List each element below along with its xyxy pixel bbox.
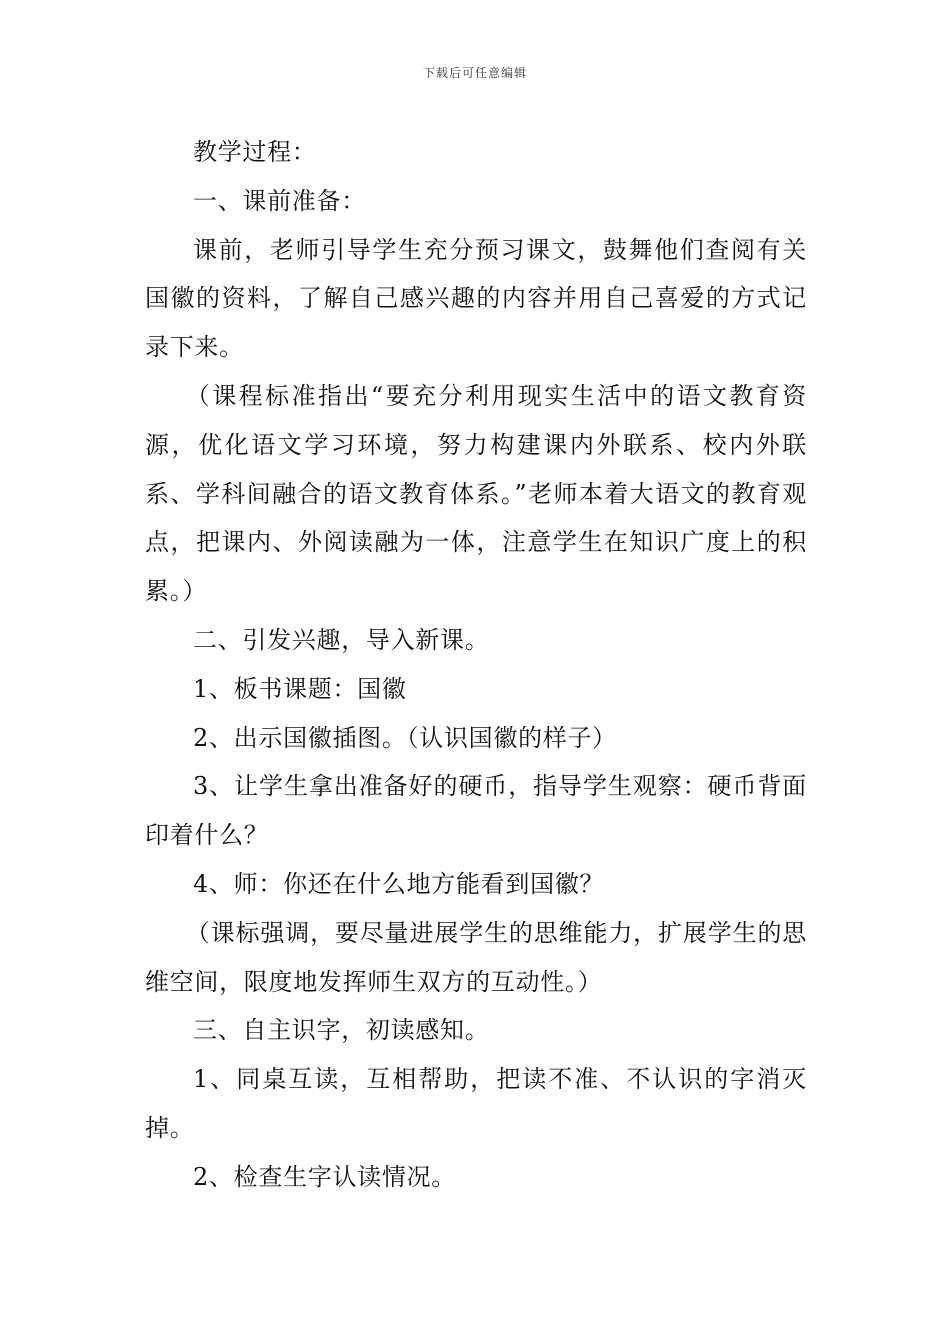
paragraph-preparation: 课前，老师引导学生充分预习课文，鼓舞他们查阅有关国徽的资料，了解自己感兴趣的内容并用自己喜爱的方式记录下来。 [145, 235, 807, 362]
list-item-2: 2、出示国徽插图。（认识国徽的样子） [193, 723, 617, 752]
page-header: 下载后可任意编辑 [422, 66, 527, 80]
list-item-6: 2、检查生字认读情况。 [193, 1162, 456, 1191]
list-item-5: 1、同桌互读，互相帮助，把读不准、不认识的字消灭掉。 [145, 1065, 807, 1142]
paragraph-curriculum-note: （课标强调，要尽量进展学生的思维能力，扩展学生的思维空间，限度地发挥师生双方的互动性。） [145, 918, 807, 996]
section-heading-literacy: 三、自主识字，初读感知。 [193, 1016, 490, 1045]
list-item-4: 4、师：你还在什么地方能看到国徽？ [193, 869, 605, 898]
document-body [145, 128, 807, 1202]
list-item-1: 1、板书课题：国徽 [193, 674, 407, 703]
section-heading-interest: 二、引发兴趣，导入新课。 [193, 625, 490, 654]
section-heading-process: 教学过程： [193, 138, 317, 166]
section-heading-preparation: 一、课前准备： [193, 186, 366, 215]
paragraph-standard-note: （课程标准指出“要充分利用现实生活中的语文教育资源，优化语文学习环境，努力构建课内外联系、校内外联系、学科间融合的语文教育体系。”老师本着大语文的教育观点，把课内、外阅读融为一体，注意学生在知识广度上的积累。） [145, 381, 807, 606]
list-item-3: 3、让学生拿出准备好的硬币，指导学生观察：硬币背面印着什么？ [145, 772, 807, 850]
